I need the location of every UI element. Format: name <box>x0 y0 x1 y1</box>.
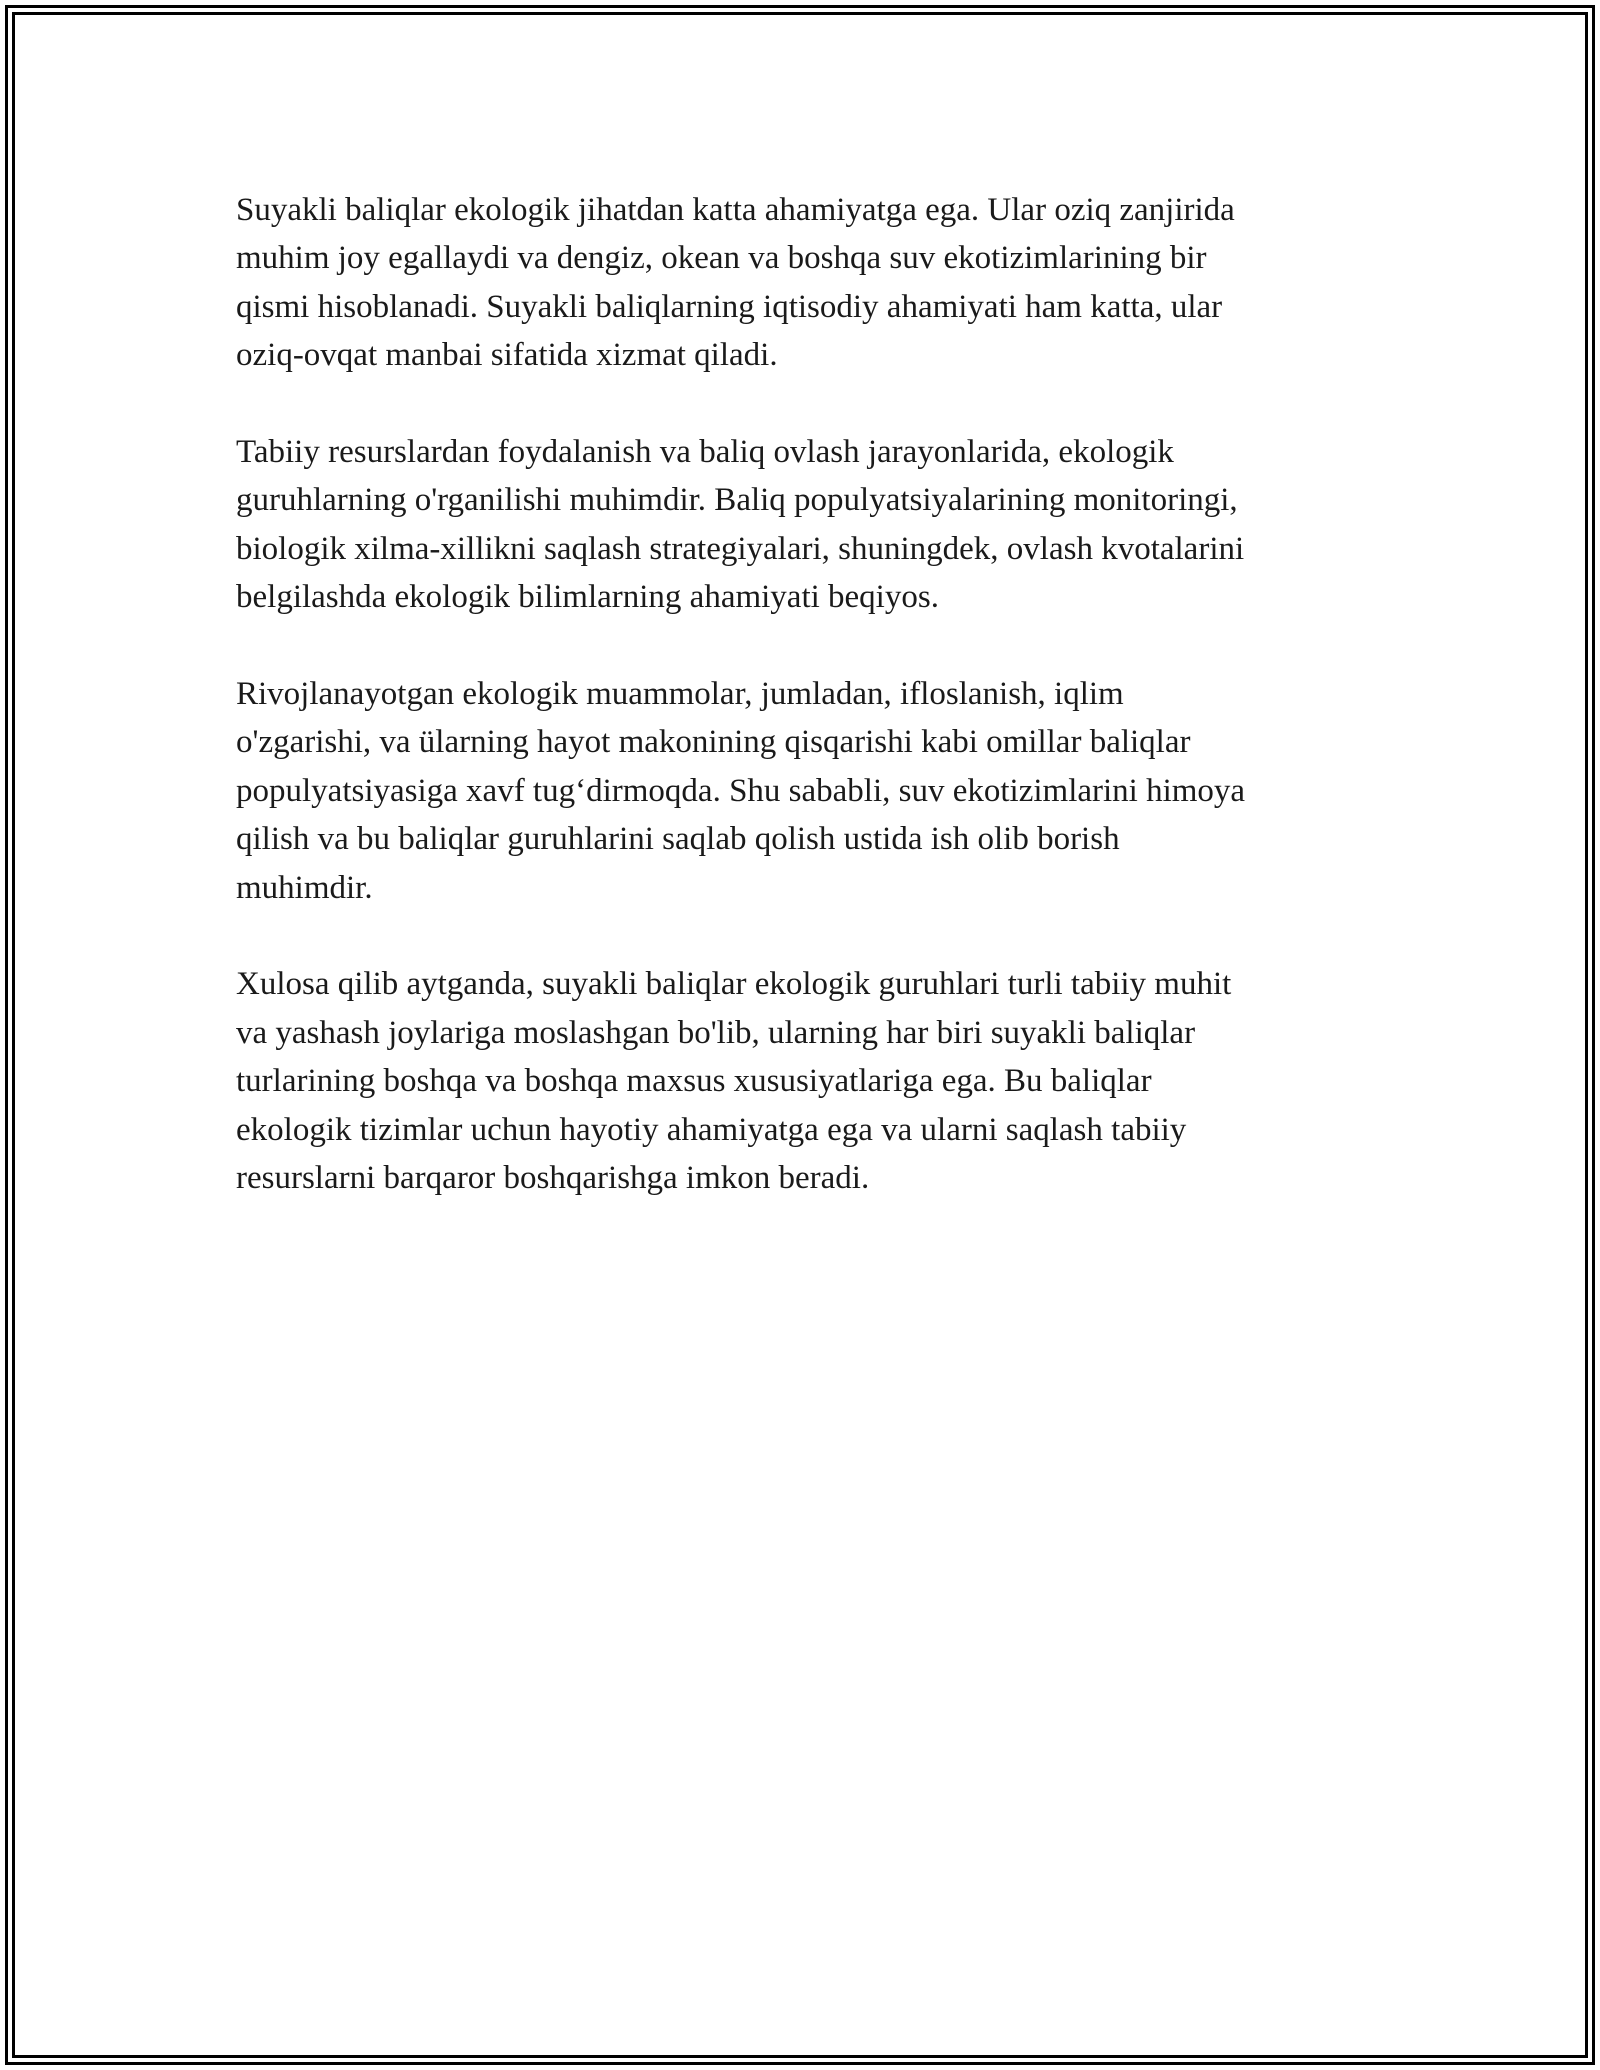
paragraph-line: Suyakli baliqlar ekologik jihatdan katta ahamiyatga ega. Ular oziq zanjirida <box>236 192 1235 228</box>
paragraph-line: resurslarni barqaror boshqarishga imkon beradi. <box>236 1160 870 1197</box>
paragraph-4 <box>236 960 1366 1202</box>
paragraph-line: belgilashda ekologik bilimlarning ahamiyati beqiyos. <box>236 579 939 616</box>
paragraph-line: ekologik tizimlar uchun hayotiy ahamiyatga ega va ularni saqlash tabiiy <box>236 1111 1187 1148</box>
paragraph-line: Xulosa qilib aytganda, suyakli baliqlar ekologik guruhlari turli tabiiy muhit <box>236 966 1232 1003</box>
paragraph-3 <box>236 670 1366 912</box>
paragraph-line: biologik xilma-xillikni saqlash strategiyalari, shuningdek, ovlash kvotalarini <box>236 530 1245 567</box>
paragraph-line: Rivojlanayotgan ekologik muammolar, jumladan, ifloslanish, iqlim <box>236 676 1124 713</box>
document-body <box>236 186 1366 1251</box>
paragraph-line: Tabiiy resurslardan foydalanish va baliq ovlash jarayonlarida, ekologik <box>236 434 1174 471</box>
paragraph-line: o'zgarishi, va ülarning hayot makonining qisqarishi kabi omillar baliqlar <box>236 724 1191 761</box>
paragraph-2 <box>236 428 1366 622</box>
paragraph-line: turlarining boshqa va boshqa maxsus xususiyatlariga ega. Bu baliqlar <box>236 1063 1152 1100</box>
paragraph-line: muhim joy egallaydi va dengiz, okean va boshqa suv ekotizimlarining bir <box>236 240 1207 277</box>
paragraph-line: qilish va bu baliqlar guruhlarini saqlab qolish ustida ish olib borish <box>236 821 1120 858</box>
paragraph-line: guruhlarning o'rganilishi muhimdir. Baliq populyatsiyalarining monitoringi, <box>236 482 1238 519</box>
paragraph-line: qismi hisoblanadi. Suyakli baliqlarning iqtisodiy ahamiyati ham katta, ular <box>236 288 1223 325</box>
paragraph-line: va yashash joylariga moslashgan bo'lib, ularning har biri suyakli baliqlar <box>236 1014 1196 1051</box>
paragraph-line: muhimdir. <box>236 869 373 906</box>
paragraph-line: populyatsiyasiga xavf tug‘dirmoqda. Shu sababli, suv ekotizimlarini himoya <box>236 772 1246 809</box>
paragraph-line: oziq-ovqat manbai sifatida xizmat qiladi. <box>236 337 778 374</box>
paragraph-1 <box>236 186 1366 380</box>
